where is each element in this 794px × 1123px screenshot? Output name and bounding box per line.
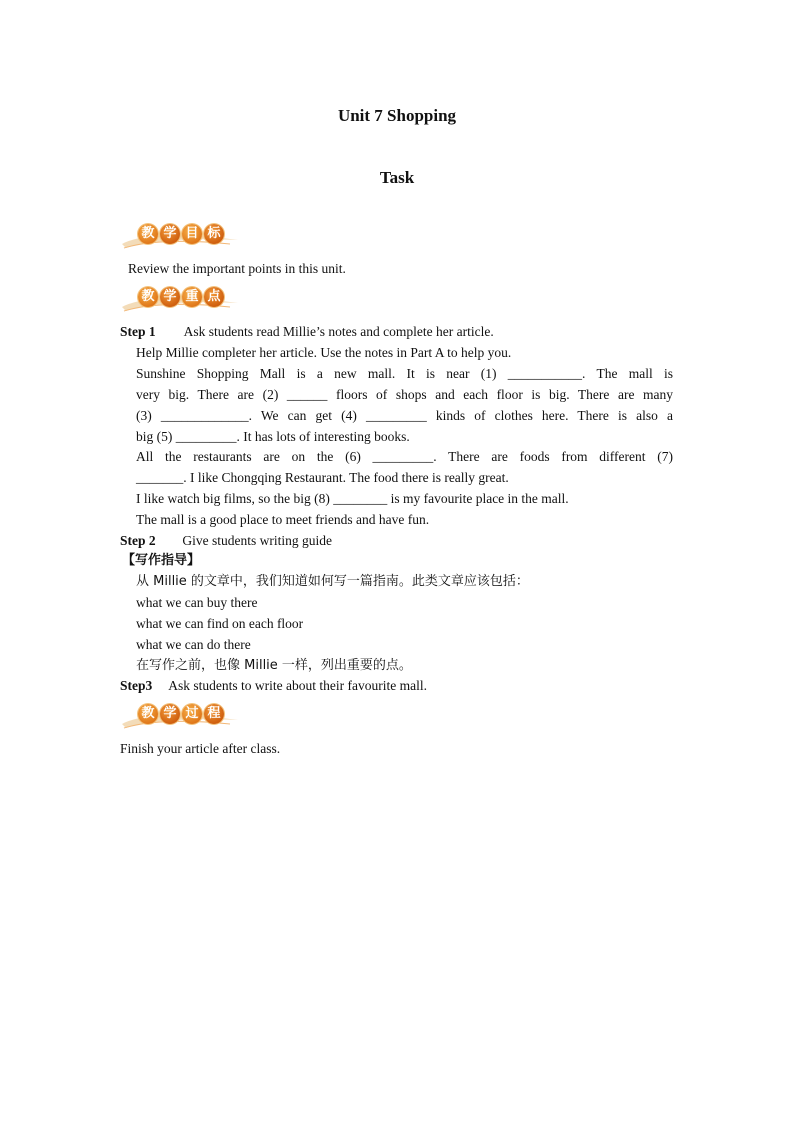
page-subtitle: Task	[379, 168, 415, 187]
guide-line-5: 在写作之前，也像 Millie 一样，列出重要的点。	[136, 658, 412, 673]
badge-char: 学	[160, 287, 180, 307]
article-line-5: All the restaurants are on the (6) _________. There are foods from different (7)	[136, 449, 673, 464]
step3-line	[120, 675, 427, 696]
step3-label: Step3	[120, 678, 153, 693]
article-line-4: big (5) _________. It has lots of interesting books.	[136, 429, 410, 444]
objective-text: Review the important points in this unit.	[128, 261, 346, 276]
page-title: Unit 7 Shopping	[337, 106, 457, 125]
process-badge	[120, 704, 240, 732]
article-line-3: (3) _____________. We can get (4) _________ kinds of clothes here. There is also a	[136, 408, 673, 423]
keypoints-badge	[120, 287, 240, 315]
article-line-8: The mall is a good place to meet friends and have fun.	[136, 512, 430, 527]
guide-line-4: what we can do there	[136, 637, 251, 652]
badge-char: 教	[138, 224, 158, 244]
writing-guide-title: 【写作指导】	[122, 553, 201, 568]
article-line-7: I like watch big films, so the big (8) ________ is my favourite place in the mall.	[136, 491, 569, 506]
badge-char: 教	[138, 287, 158, 307]
guide-line-1: 从 Millie 的文章中，我们知道如何写一篇指南。此类文章应该包括：	[136, 574, 529, 589]
badge-char: 过	[182, 704, 202, 724]
badge-char: 学	[160, 704, 180, 724]
homework-text: Finish your article after class.	[120, 741, 281, 756]
step2-label: Step 2	[120, 533, 156, 548]
step2-line	[120, 530, 332, 551]
guide-line-2: what we can buy there	[136, 595, 258, 610]
step1-label: Step 1	[120, 324, 156, 339]
badge-char: 标	[204, 224, 224, 244]
objectives-badge	[120, 224, 240, 252]
badge-char: 重	[182, 287, 202, 307]
badge-char: 程	[204, 704, 224, 724]
step1-line	[120, 321, 494, 342]
step1-text: Ask students read Millie’s notes and complete her article.	[183, 324, 494, 339]
article-line-1: Sunshine Shopping Mall is a new mall. It is near (1) ___________. The mall is	[136, 366, 673, 381]
step1-help: Help Millie completer her article. Use the notes in Part A to help you.	[136, 345, 512, 360]
step3-text: Ask students to write about their favourite mall.	[168, 678, 427, 693]
badge-char: 点	[204, 287, 224, 307]
article-line-6: _______. I like Chongqing Restaurant. The food there is really great.	[136, 470, 509, 485]
badge-char: 目	[182, 224, 202, 244]
badge-char: 教	[138, 704, 158, 724]
article-line-2: very big. There are (2) ______ floors of shops and each floor is big. There are many	[136, 387, 673, 402]
guide-line-3: what we can find on each floor	[136, 616, 304, 631]
badge-char: 学	[160, 224, 180, 244]
step2-text: Give students writing guide	[182, 533, 332, 548]
